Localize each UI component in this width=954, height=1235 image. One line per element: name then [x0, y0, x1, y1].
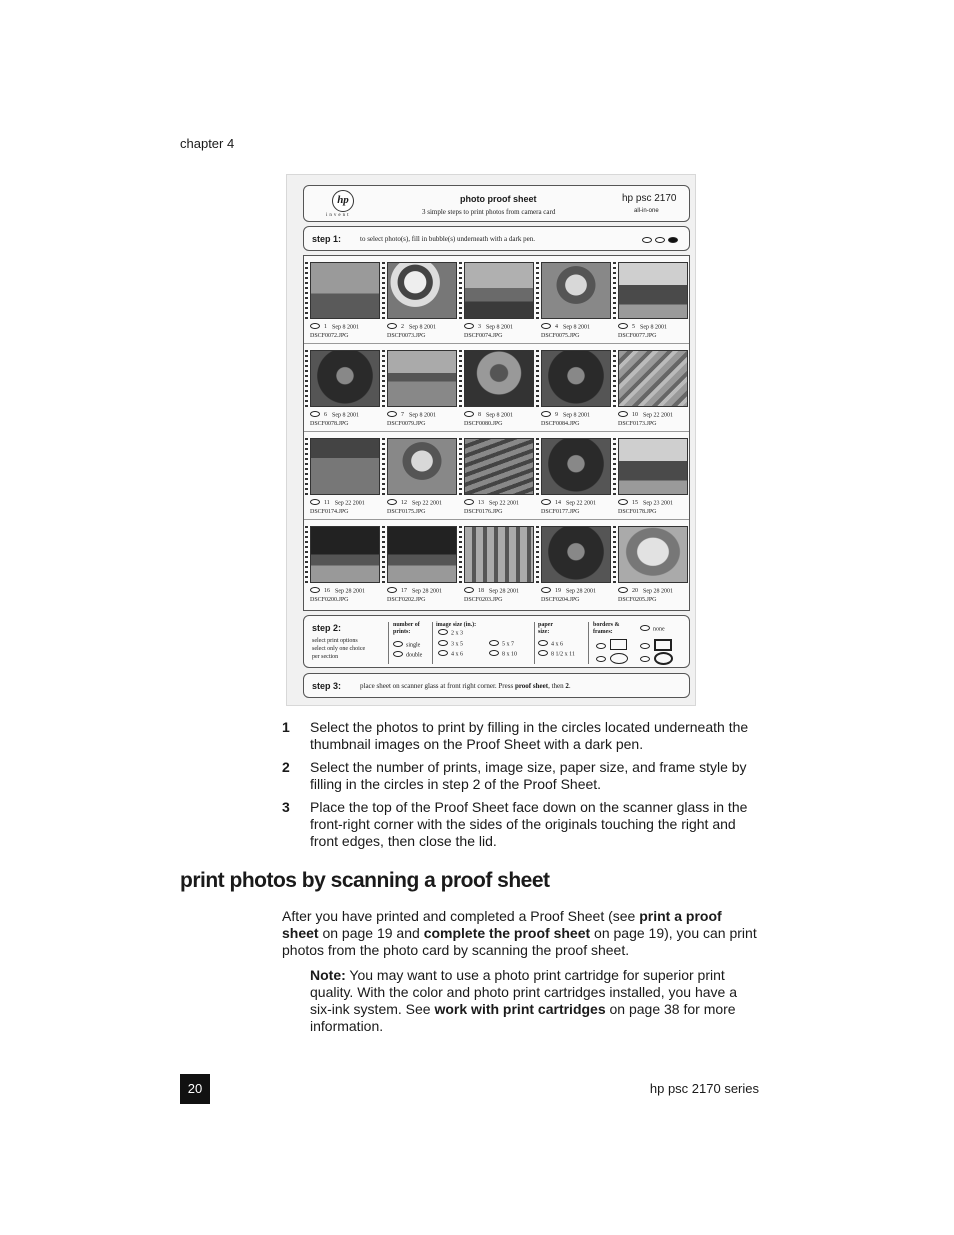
film-strip-icon: [305, 350, 308, 407]
footer-product-name: hp psc 2170 series: [649, 1081, 759, 1096]
option-label: double: [406, 652, 423, 659]
photo-number: 6: [324, 412, 327, 419]
select-bubble-icon[interactable]: [464, 411, 474, 417]
photo-number: 19: [555, 588, 561, 595]
photo-thumbnail-cell: [383, 432, 460, 521]
photo-thumbnail-cell: [537, 520, 614, 609]
film-strip-icon: [613, 526, 616, 583]
photo-date: Sep 8 2001: [409, 324, 436, 331]
select-bubble-icon[interactable]: [618, 411, 628, 417]
photo-thumbnail-cell: [306, 344, 383, 433]
chapter-label: chapter 4: [180, 136, 235, 151]
size-option[interactable]: [438, 630, 463, 636]
photo-thumbnail: [387, 438, 457, 495]
logo-tagline: invent: [326, 213, 351, 218]
photo-thumbnail: [310, 350, 380, 407]
select-bubble-icon[interactable]: [618, 323, 628, 329]
photo-caption: [387, 412, 436, 418]
photo-filename: DSCF0073.JPG: [387, 333, 426, 339]
step1-text: to select photo(s), fill in bubble(s) underneath with a dark pen.: [360, 235, 535, 243]
photo-number: 12: [401, 500, 407, 507]
option-label: 2 x 3: [451, 630, 463, 637]
step3-text-part: place sheet on scanner glass at front right corner. Press: [360, 682, 514, 690]
film-strip-icon: [613, 262, 616, 319]
photo-filename: DSCF0079.JPG: [387, 421, 426, 427]
select-bubble-icon[interactable]: [618, 499, 628, 505]
step2-desc-line: per section: [312, 654, 339, 660]
select-bubble-icon[interactable]: [541, 323, 551, 329]
photo-date: Sep 22 2001: [412, 500, 442, 507]
photo-caption: [464, 500, 519, 506]
photo-number: 18: [478, 588, 484, 595]
photo-filename: DSCF0075.JPG: [541, 333, 580, 339]
option-label: 3 x 5: [451, 641, 463, 648]
option-label: single: [406, 642, 421, 649]
photo-filename: DSCF0084.JPG: [541, 421, 580, 427]
photo-caption: [464, 412, 513, 418]
photo-filename: DSCF0074.JPG: [464, 333, 503, 339]
photo-date: Sep 8 2001: [486, 412, 513, 419]
photo-caption: [387, 500, 442, 506]
photo-number: 9: [555, 412, 558, 419]
photo-thumbnail-cell: [614, 432, 691, 521]
bubble-icon[interactable]: [438, 640, 448, 646]
photo-caption: [310, 324, 359, 330]
film-strip-icon: [382, 350, 385, 407]
photo-number: 8: [478, 412, 481, 419]
photo-thumbnail-cell: [614, 256, 691, 345]
option-label: 4 x 6: [551, 641, 563, 648]
photo-filename: DSCF0078.JPG: [310, 421, 349, 427]
photo-number: 3: [478, 324, 481, 331]
photo-thumbnail: [387, 526, 457, 583]
photo-date: Sep 28 2001: [335, 588, 365, 595]
photo-thumbnail-cell: [306, 256, 383, 345]
photo-thumbnail-cell: [460, 432, 537, 521]
option-label: none: [653, 626, 665, 633]
note-text: on page 38 for more information.: [310, 1001, 736, 1034]
note-label: Note:: [310, 967, 346, 983]
paragraph-text: on page 19), you can print photos from the photo card by scanning the proof sheet.: [282, 925, 757, 958]
instruction-item: [282, 799, 762, 850]
size-option[interactable]: [438, 651, 463, 657]
select-bubble-icon[interactable]: [387, 587, 397, 593]
select-bubble-icon[interactable]: [541, 587, 551, 593]
select-bubble-icon[interactable]: [310, 587, 320, 593]
proof-sheet-title: photo proof sheet: [460, 194, 537, 204]
option-label: 8 x 10: [502, 651, 517, 658]
cross-reference-link[interactable]: complete the proof sheet: [423, 925, 591, 941]
bubble-icon[interactable]: [393, 641, 403, 647]
thick-oval-frame-icon: [654, 652, 673, 665]
example-bubble-empty-icon: [642, 237, 652, 243]
proof-sheet-subtitle: 3 simple steps to print photos from camera card: [422, 208, 556, 216]
photo-thumbnail-cell: [383, 344, 460, 433]
note-paragraph: [310, 967, 762, 1035]
border-option-bubble-icon[interactable]: [596, 656, 606, 662]
photo-number: 20: [632, 588, 638, 595]
film-strip-icon: [305, 262, 308, 319]
note-text: You may want to use a photo print cartridge for superior print quality. With the color and photo print cartridges installed, you have a six-ink system. See: [310, 967, 737, 1017]
photo-filename: DSCF0177.JPG: [541, 509, 580, 515]
photo-number: 13: [478, 500, 484, 507]
divider: [432, 622, 433, 664]
photo-caption: [387, 588, 442, 594]
photo-thumbnail: [464, 526, 534, 583]
prints-option-double[interactable]: [393, 652, 422, 658]
film-strip-icon: [613, 438, 616, 495]
paragraph-text: on page 19 and: [318, 925, 424, 941]
bubble-icon[interactable]: [538, 650, 548, 656]
photo-caption: [541, 324, 590, 330]
photo-caption: [387, 324, 436, 330]
photo-thumbnail: [464, 262, 534, 319]
bubble-icon[interactable]: [538, 640, 548, 646]
photo-thumbnail-cell: [460, 256, 537, 345]
page-number: 20: [180, 1074, 210, 1104]
instruction-item: [282, 719, 762, 753]
photo-thumbnail-cell: [537, 432, 614, 521]
photo-thumbnail: [618, 262, 688, 319]
example-bubble-filled-icon: [668, 237, 678, 243]
photo-filename: DSCF0175.JPG: [387, 509, 426, 515]
proof-sheet-header: [303, 185, 690, 222]
photo-filename: DSCF0072.JPG: [310, 333, 349, 339]
step1-panel: [303, 226, 690, 251]
photo-filename: DSCF0205.JPG: [618, 597, 657, 603]
size-heading: image size (in.):: [436, 622, 477, 628]
photo-number: 15: [632, 500, 638, 507]
photo-date: Sep 28 2001: [412, 588, 442, 595]
film-strip-icon: [536, 350, 539, 407]
body-paragraph: [282, 908, 760, 959]
paper-heading-line: size:: [538, 629, 550, 635]
photo-caption: [618, 412, 673, 418]
photo-date: Sep 22 2001: [334, 500, 365, 507]
select-bubble-icon[interactable]: [618, 587, 628, 593]
photo-number: 2: [401, 324, 404, 331]
photo-thumbnail-cell: [614, 344, 691, 433]
photo-thumbnail: [310, 438, 380, 495]
photo-caption: [310, 588, 365, 594]
photo-thumbnail-cell: [537, 256, 614, 345]
photo-thumbnail: [541, 262, 611, 319]
select-bubble-icon[interactable]: [310, 323, 320, 329]
model-name: hp psc 2170: [622, 193, 677, 204]
photo-thumbnail: [387, 262, 457, 319]
film-strip-icon: [536, 526, 539, 583]
photo-filename: DSCF0178.JPG: [618, 509, 657, 515]
photo-caption: [618, 588, 673, 594]
photo-thumbnail: [541, 350, 611, 407]
size-option[interactable]: [489, 651, 517, 657]
film-strip-icon: [459, 438, 462, 495]
step3-key: 2: [565, 682, 569, 690]
cross-reference-link[interactable]: print a proof sheet: [282, 908, 722, 941]
border-option-bubble-icon[interactable]: [640, 656, 650, 662]
border-option-none[interactable]: [640, 626, 665, 632]
photo-grid: [303, 255, 690, 611]
borders-heading-line: frames:: [593, 629, 613, 635]
photo-date: Sep 23 2001: [643, 500, 673, 507]
photo-caption: [310, 412, 359, 418]
select-bubble-icon[interactable]: [464, 587, 474, 593]
photo-filename: DSCF0204.JPG: [541, 597, 580, 603]
photo-thumbnail: [618, 526, 688, 583]
step2-description: [312, 637, 365, 661]
select-bubble-icon[interactable]: [541, 499, 551, 505]
photo-filename: DSCF0174.JPG: [310, 509, 349, 515]
prints-heading: [393, 622, 420, 636]
hp-logo: [326, 190, 360, 212]
option-label: 4 x 6: [451, 651, 463, 658]
thin-square-frame-icon: [610, 639, 627, 650]
paper-option[interactable]: [538, 651, 575, 657]
select-bubble-icon[interactable]: [464, 499, 474, 505]
photo-number: 7: [401, 412, 404, 419]
border-option-bubble-icon[interactable]: [640, 643, 650, 649]
paper-heading-line: paper: [538, 622, 553, 628]
step3-label: step 3:: [312, 681, 342, 691]
photo-thumbnail-cell: [460, 520, 537, 609]
step2-desc-line: select only one choice: [312, 646, 366, 652]
photo-caption: [464, 324, 513, 330]
section-heading: print photos by scanning a proof sheet: [180, 869, 550, 892]
size-option[interactable]: [489, 641, 514, 647]
photo-thumbnail: [387, 350, 457, 407]
photo-date: Sep 8 2001: [486, 324, 513, 331]
instruction-number: 2: [282, 759, 290, 775]
photo-filename: DSCF0203.JPG: [464, 597, 503, 603]
photo-number: 10: [632, 412, 638, 419]
example-bubble-empty-icon: [655, 237, 665, 243]
photo-thumbnail: [310, 262, 380, 319]
step2-panel: [303, 615, 690, 668]
select-bubble-icon[interactable]: [464, 323, 474, 329]
film-strip-icon: [613, 350, 616, 407]
photo-date: Sep 28 2001: [489, 588, 519, 595]
film-strip-icon: [459, 350, 462, 407]
film-strip-icon: [459, 526, 462, 583]
thin-oval-frame-icon: [610, 653, 628, 664]
step2-label: step 2:: [312, 623, 342, 633]
film-strip-icon: [536, 262, 539, 319]
instruction-text: Select the number of prints, image size, paper size, and frame style by filling in the circles in step 2 of the Proof Sheet.: [310, 759, 747, 792]
step3-text-part: , then: [548, 682, 564, 690]
photo-number: 14: [555, 500, 561, 507]
select-bubble-icon[interactable]: [387, 411, 397, 417]
select-bubble-icon[interactable]: [387, 499, 397, 505]
photo-thumbnail: [618, 438, 688, 495]
photo-caption: [464, 588, 519, 594]
borders-heading: [593, 622, 620, 636]
bubble-icon[interactable]: [489, 640, 499, 646]
photo-number: 5: [632, 324, 635, 331]
photo-date: Sep 8 2001: [640, 324, 667, 331]
bubble-icon[interactable]: [438, 629, 448, 635]
divider: [388, 622, 389, 664]
photo-date: Sep 8 2001: [332, 324, 359, 331]
borders-heading-line: borders &: [593, 622, 620, 628]
photo-date: Sep 22 2001: [566, 500, 596, 507]
photo-date: Sep 28 2001: [643, 588, 673, 595]
photo-caption: [310, 500, 365, 506]
photo-caption: [541, 500, 596, 506]
step1-label: step 1:: [312, 234, 342, 244]
photo-date: Sep 8 2001: [332, 412, 359, 419]
photo-number: 16: [324, 588, 330, 595]
divider: [588, 622, 589, 664]
photo-caption: [618, 500, 673, 506]
photo-thumbnail-cell: [614, 520, 691, 609]
photo-caption: [541, 588, 596, 594]
photo-thumbnail: [541, 526, 611, 583]
photo-date: Sep 22 2001: [489, 500, 519, 507]
model-subtitle: all-in-one: [634, 208, 659, 214]
photo-thumbnail: [464, 350, 534, 407]
photo-filename: DSCF0173.JPG: [618, 421, 657, 427]
proof-sheet-figure: [286, 174, 696, 706]
divider: [534, 622, 535, 664]
border-option-bubble-icon[interactable]: [596, 643, 606, 649]
photo-number: 11: [324, 500, 330, 507]
instruction-text: Place the top of the Proof Sheet face down on the scanner glass in the front-right corner with the sides of the originals touching the right and front edges, then close the lid.: [310, 799, 748, 849]
photo-thumbnail: [464, 438, 534, 495]
film-strip-icon: [459, 262, 462, 319]
select-bubble-icon[interactable]: [310, 499, 320, 505]
select-bubble-icon[interactable]: [541, 411, 551, 417]
photo-filename: DSCF0077.JPG: [618, 333, 657, 339]
select-bubble-icon[interactable]: [310, 411, 320, 417]
instruction-number: 3: [282, 799, 290, 815]
photo-date: Sep 22 2001: [643, 412, 673, 419]
photo-caption: [618, 324, 667, 330]
select-bubble-icon[interactable]: [387, 323, 397, 329]
step3-button-name: proof sheet: [514, 682, 549, 690]
bubble-icon[interactable]: [640, 625, 650, 631]
photo-date: Sep 8 2001: [563, 324, 590, 331]
photo-number: 4: [555, 324, 558, 331]
prints-heading-line: number of: [393, 622, 420, 628]
film-strip-icon: [305, 526, 308, 583]
instruction-list: [282, 719, 762, 856]
thick-square-frame-icon: [654, 639, 672, 651]
photo-thumbnail-cell: [383, 520, 460, 609]
paper-heading: [538, 622, 553, 636]
photo-filename: DSCF0200.JPG: [310, 597, 349, 603]
photo-thumbnail: [618, 350, 688, 407]
instruction-item: [282, 759, 762, 793]
step2-desc-line: select print options: [312, 638, 358, 644]
photo-thumbnail-cell: [460, 344, 537, 433]
option-label: 5 x 7: [502, 641, 514, 648]
film-strip-icon: [382, 262, 385, 319]
step3-text: [360, 682, 571, 690]
photo-date: Sep 8 2001: [563, 412, 590, 419]
paper-option[interactable]: [538, 641, 563, 647]
option-label: 8 1/2 x 11: [551, 651, 575, 658]
photo-thumbnail-cell: [383, 256, 460, 345]
bubble-icon[interactable]: [393, 651, 403, 657]
film-strip-icon: [536, 438, 539, 495]
size-option[interactable]: [438, 641, 463, 647]
prints-heading-line: prints:: [393, 629, 411, 635]
photo-date: Sep 28 2001: [566, 588, 596, 595]
photo-thumbnail: [310, 526, 380, 583]
photo-date: Sep 8 2001: [409, 412, 436, 419]
step3-panel: [303, 673, 690, 698]
paragraph-text: After you have printed and completed a Proof Sheet (see: [282, 908, 640, 924]
photo-filename: DSCF0176.JPG: [464, 509, 503, 515]
instruction-number: 1: [282, 719, 290, 735]
instruction-text: Select the photos to print by filling in the circles located underneath the thumbnail images on the Proof Sheet with a dark pen.: [310, 719, 749, 752]
photo-filename: DSCF0080.JPG: [464, 421, 503, 427]
photo-thumbnail: [541, 438, 611, 495]
photo-thumbnail-cell: [306, 432, 383, 521]
bubble-icon[interactable]: [489, 650, 499, 656]
film-strip-icon: [382, 438, 385, 495]
photo-filename: DSCF0202.JPG: [387, 597, 426, 603]
bubble-icon[interactable]: [438, 650, 448, 656]
photo-thumbnail-cell: [306, 520, 383, 609]
film-strip-icon: [305, 438, 308, 495]
cross-reference-link[interactable]: work with print cartridges: [434, 1001, 606, 1017]
hp-logo-icon: hp: [332, 190, 354, 212]
film-strip-icon: [382, 526, 385, 583]
prints-option-single[interactable]: [393, 642, 420, 648]
photo-thumbnail-cell: [537, 344, 614, 433]
photo-number: 1: [324, 324, 327, 331]
step3-text-part: .: [568, 682, 571, 690]
photo-number: 17: [401, 588, 407, 595]
photo-caption: [541, 412, 590, 418]
